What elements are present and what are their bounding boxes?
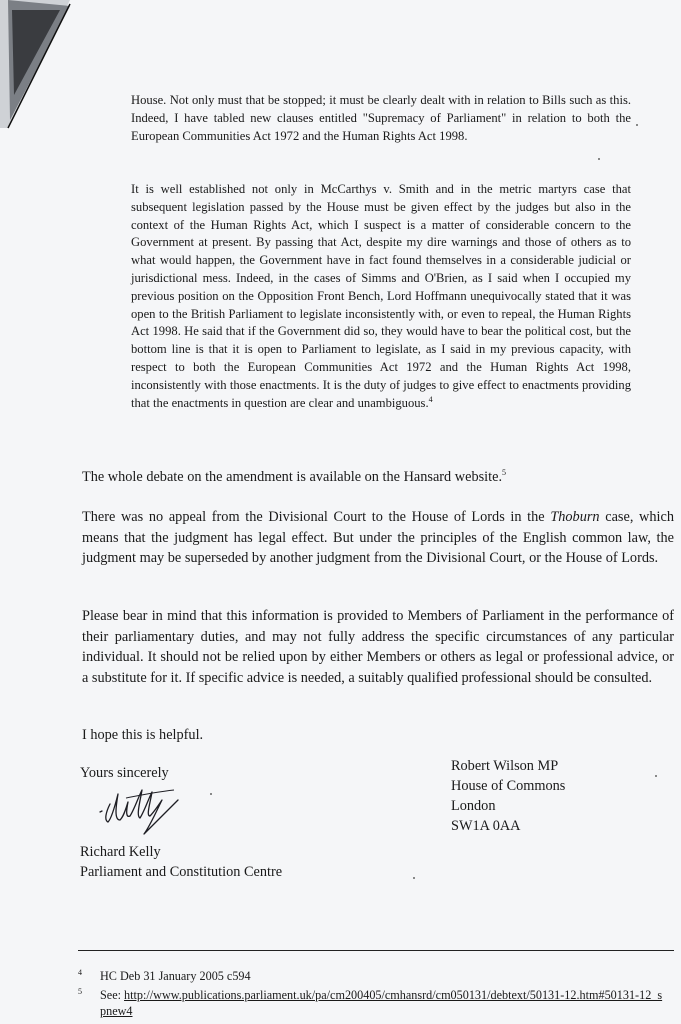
recipient-postcode: SW1A 0AA (451, 818, 521, 834)
recipient-line-1: House of Commons (451, 778, 566, 794)
appeal-text: There was no appeal from the Divisional Court to the House of Lords in the Thoburn case, which means that the judgment has legal effect. But under the principles of the English common law, the judgment may be superseded by another judgment from the Divisional Court, or the House of Lords. (82, 509, 674, 567)
footnote-5 (78, 987, 668, 1020)
recipient-address (451, 756, 565, 836)
hansard-text: The whole debate on the amendment is available on the Hansard website.$^5$ (82, 468, 507, 485)
salutation (80, 763, 169, 783)
footnote-ref-4[interactable]: 4 (428, 394, 433, 404)
footnote-text: HC Deb 31 January 2005 c594 (100, 969, 251, 983)
salutation-text: Yours sincerely (80, 765, 169, 781)
scan-speck (598, 158, 600, 160)
hansard-paragraph (82, 467, 674, 488)
scan-speck (636, 124, 638, 126)
sender-department: Parliament and Constitution Centre (80, 864, 283, 880)
scan-speck (210, 793, 212, 795)
footnote-prefix: See: (100, 987, 125, 1002)
disclaimer-text: Please bear in mind that this information is provided to Members of Parliament in the performance of their parliamentary duties, and may not fully address the specific circumstances of any particular individual. It should not be relied upon by either Members or others as legal or professional advice, or a substitute for it. If specific advice is needed, a suitably qualified professional should be consulted. (82, 608, 674, 686)
recipient-line-2: London (451, 798, 496, 814)
sender-name: Richard Kelly (80, 844, 161, 860)
footnote-ref-5[interactable]: 5 (502, 468, 507, 478)
footnote-mark: 5 (78, 986, 82, 996)
scan-speck (655, 775, 657, 777)
hansard-link[interactable]: http://www.publications.parliament.uk/pa/cm200405/cmhansrd/cm050131/debtext/50131-12.htm#50131-12_spnew4 (100, 987, 663, 1018)
disclaimer-paragraph (82, 606, 674, 688)
quoted-paragraph-2 (131, 181, 631, 412)
closing-remark (82, 725, 674, 746)
footnote-mark: 4 (78, 968, 82, 977)
footnote-divider (78, 950, 674, 951)
footnote-4 (78, 968, 668, 985)
handwritten-signature (96, 782, 196, 842)
recipient-name: Robert Wilson MP (451, 758, 559, 774)
quote-text-1: House. Not only must that be stopped; it must be clearly dealt with in relation to Bills such as this. Indeed, I have tabled new clauses entitled "Supremacy of Parliament" in relation to both the European Communities Act 1972 and the Human Rights Act 1998. (131, 93, 631, 143)
case-name: Thoburn (550, 509, 600, 525)
quoted-paragraph-1 (131, 92, 631, 145)
sender-block (80, 842, 282, 882)
quote-text-2: It is well established not only in McCarthys v. Smith and in the metric martyrs case that subsequent legislation passed by the House must be given effect by the judges but also in the context of the Human Rights Act, which I suspect is a matter of considerable concern to the Government at present. By passing that Act, despite my dire warnings and those of others as to what would happen, the Government have in fact found themselves in a considerable judicial or jurisdictional mess. Indeed, in the cases of Simms and O'Brien, as I said when I occupied my previous position on the Opposition Front Bench, Lord Hoffmann unequivocally stated that it was open to the British Parliament to legislate inconsistently with, or even to repeal, the Human Rights Act 1998. He said that if the Government did so, they would have to bear the political cost, but the bottom line is that it is open to Parliament to legislate, as I said in my previous capacity, with respect to both the European Communities Act 1972 and the Human Rights Act 1998, inconsistently with those enactments. It is the duty of judges to give effect to enactments providing that the enactments in question are clear and unambiguous.$^4$ (131, 182, 631, 410)
folded-corner (0, 0, 75, 130)
appeal-paragraph (82, 507, 674, 569)
closing-remark-text: I hope this is helpful. (82, 727, 204, 743)
footnotes (78, 968, 668, 1020)
scan-speck (413, 877, 415, 879)
